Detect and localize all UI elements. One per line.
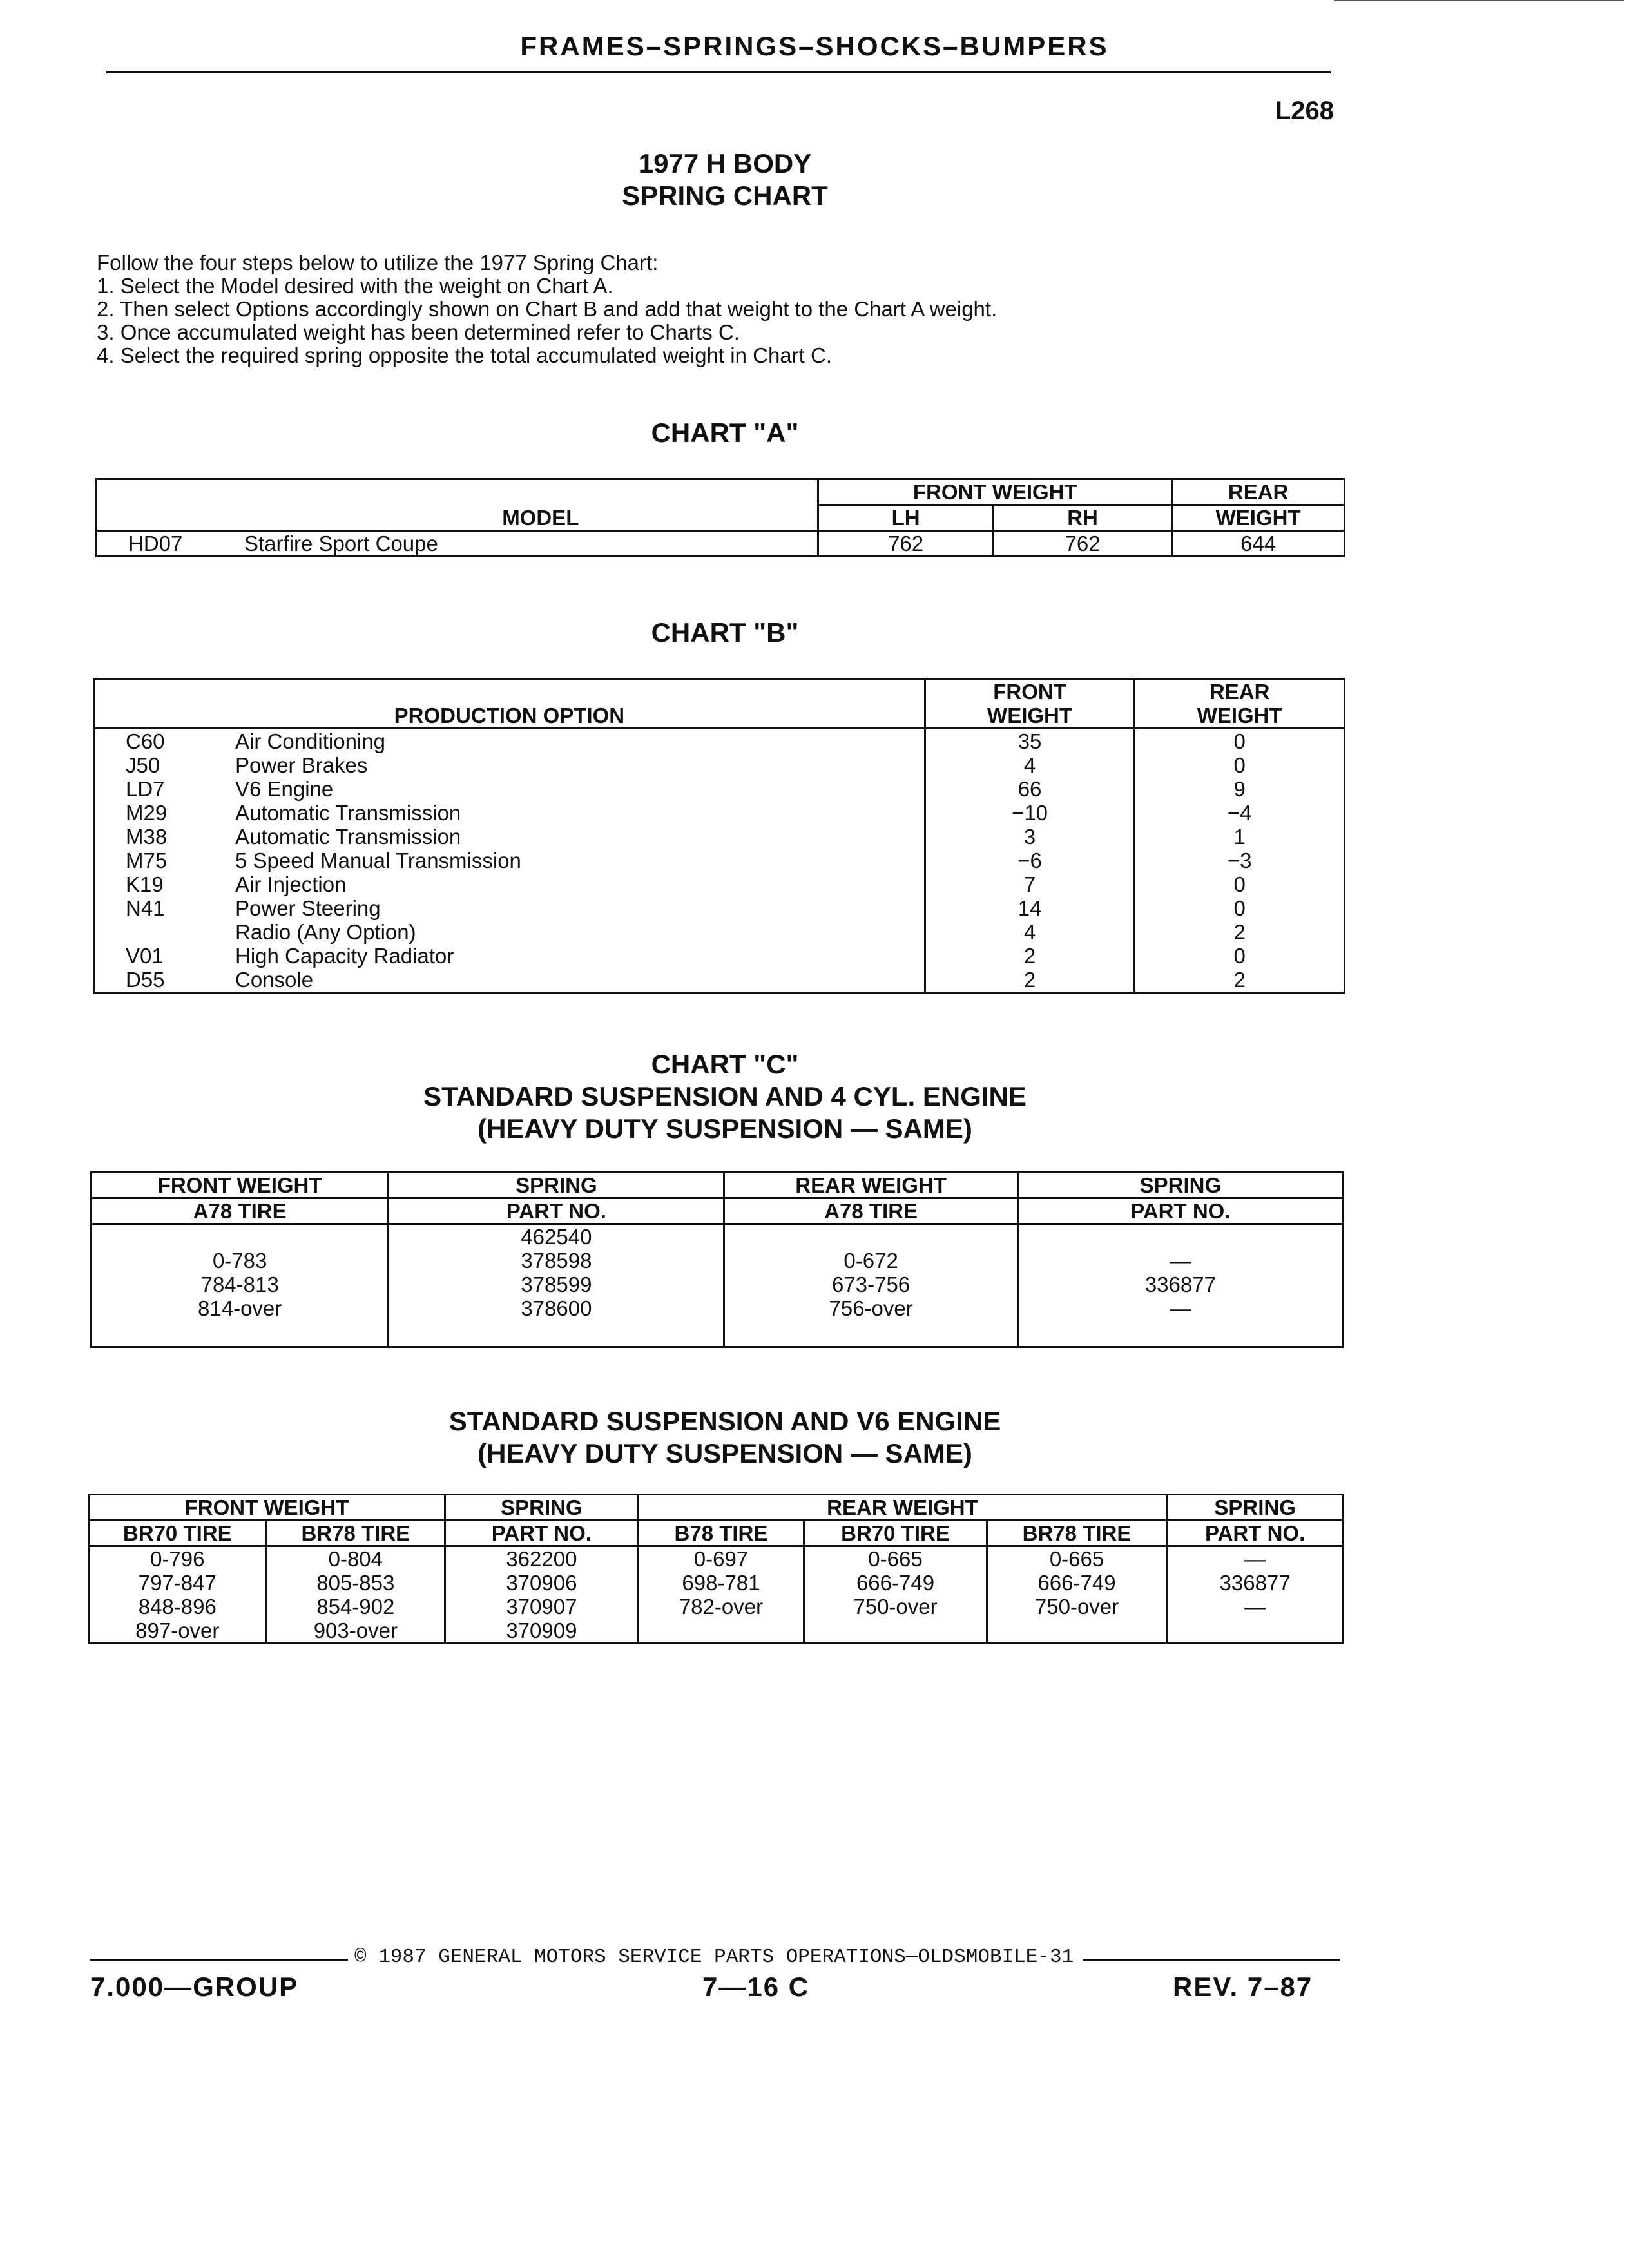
chart-c2-rear-spring-header: SPRING (1167, 1495, 1344, 1521)
chart-c2-spring-header: SPRING (445, 1495, 639, 1521)
chart-b-front-weight-label: WEIGHT (987, 704, 1073, 727)
option-name: High Capacity Radiator (235, 944, 454, 968)
front-weight-cell: 4 (925, 753, 1135, 777)
spring-part-cell: 378598 (389, 1249, 724, 1273)
option-name: Automatic Transmission (235, 825, 461, 849)
table-row (92, 1296, 1344, 1320)
rear-weight-cell: 0-672 (724, 1249, 1017, 1273)
spring-part-cell: 378600 (389, 1296, 724, 1320)
chart-c1-part-no-header: PART NO. (389, 1198, 724, 1224)
rear-weight-cell: 0 (1135, 944, 1345, 968)
option-code: J50 (126, 753, 160, 777)
rear-spring-part-cell: — (1167, 1546, 1344, 1571)
option-cell (94, 872, 925, 896)
chart-c1-body (92, 1224, 1344, 1321)
option-code: D55 (126, 968, 165, 992)
br70-cell: 848-896 (89, 1595, 267, 1619)
rear-weight-cell: 2 (1135, 968, 1345, 993)
chart-b-table (93, 678, 1345, 994)
spring-part-cell: 370909 (445, 1619, 639, 1644)
front-weight-cell: 4 (925, 920, 1135, 944)
br78-cell: 854-902 (266, 1595, 445, 1619)
front-weight-cell: 2 (925, 968, 1135, 993)
spring-part-cell: 370906 (445, 1571, 639, 1595)
chart-c1-a78-header: A78 TIRE (92, 1198, 389, 1224)
chart-a-lh-cell: 762 (818, 531, 993, 557)
rear-weight-cell: −3 (1135, 849, 1345, 872)
br70-cell: 797-847 (89, 1571, 267, 1595)
chart-b-body (94, 729, 1345, 993)
chart-c2-br78-header: BR78 TIRE (266, 1521, 445, 1546)
front-weight-cell: 14 (925, 896, 1135, 920)
rear-weight-cell: −4 (1135, 801, 1345, 825)
footer-rule-left (90, 1959, 348, 1961)
table-row (89, 1595, 1344, 1619)
rear-br78-cell: 0-665 (987, 1546, 1167, 1571)
chart-a-lh-header: LH (818, 505, 993, 531)
rear-br70-cell: 0-665 (804, 1546, 987, 1571)
rear-br78-cell (987, 1619, 1167, 1644)
table-row (94, 753, 1345, 777)
chart-c2-body (89, 1546, 1344, 1644)
b78-cell: 698-781 (638, 1571, 804, 1595)
rear-spring-part-cell: — (1017, 1296, 1343, 1320)
chart-c1-note: (HEAVY DUTY SUSPENSION — SAME) (477, 1113, 972, 1144)
chart-a-front-weight-header: FRONT WEIGHT (818, 479, 1172, 505)
option-name: 5 Speed Manual Transmission (235, 849, 521, 872)
front-weight-cell: 2 (925, 944, 1135, 968)
header-rule (106, 71, 1331, 73)
chart-c2-br70-header: BR70 TIRE (89, 1521, 267, 1546)
front-weight-cell: −10 (925, 801, 1135, 825)
option-code: K19 (126, 872, 164, 896)
rear-br70-cell: 666-749 (804, 1571, 987, 1595)
model-name: Starfire Sport Coupe (244, 532, 438, 555)
option-code: V01 (126, 944, 164, 968)
rear-weight-cell (724, 1224, 1017, 1249)
table-row (94, 968, 1345, 993)
rear-weight-cell: 0 (1135, 753, 1345, 777)
front-weight-cell (92, 1224, 389, 1249)
option-name: Automatic Transmission (235, 801, 461, 825)
table-row (94, 801, 1345, 825)
br70-cell: 897-over (89, 1619, 267, 1644)
table-row (94, 777, 1345, 801)
page-code: L268 (1275, 97, 1334, 125)
option-name: Radio (Any Option) (235, 920, 416, 944)
chart-b-title: CHART "B" (651, 617, 799, 648)
chart-b-rear-header (1135, 679, 1345, 729)
page-title: 1977 H BODY (638, 148, 812, 178)
chart-c1-table (90, 1171, 1344, 1348)
instruction-line: 3. Once accumulated weight has been determined refer to Charts C. (97, 320, 740, 344)
option-cell (94, 801, 925, 825)
chart-c2-rear-part-no-header: PART NO. (1167, 1521, 1344, 1546)
chart-c2-b78-header: B78 TIRE (638, 1521, 804, 1546)
front-weight-cell: −6 (925, 849, 1135, 872)
chart-c1-subtitle: STANDARD SUSPENSION AND 4 CYL. ENGINE (423, 1081, 1027, 1111)
rear-spring-part-cell: — (1017, 1249, 1343, 1273)
option-name: Air Conditioning (235, 729, 385, 753)
chart-a-weight-header: WEIGHT (1172, 505, 1345, 531)
chart-c1-front-weight-header: FRONT WEIGHT (92, 1173, 389, 1198)
option-cell (94, 753, 925, 777)
option-code: M38 (126, 825, 168, 849)
front-weight-cell: 66 (925, 777, 1135, 801)
table-row (89, 1546, 1344, 1571)
rear-spring-part-cell (1017, 1224, 1343, 1249)
b78-cell: 0-697 (638, 1546, 804, 1571)
rear-br70-cell (804, 1619, 987, 1644)
chart-c-title: CHART "C" (651, 1049, 799, 1079)
br78-cell: 805-853 (266, 1571, 445, 1595)
rear-spring-part-cell (1167, 1619, 1344, 1644)
table-row (92, 1224, 1344, 1249)
footer-page: 7—16 C (702, 1972, 810, 2002)
b78-cell: 782-over (638, 1595, 804, 1619)
front-weight-cell: 3 (925, 825, 1135, 849)
chart-a-rear-header: REAR (1172, 479, 1345, 505)
table-row (94, 896, 1345, 920)
instruction-line: 2. Then select Options accordingly shown on Chart B and add that weight to the Chart A weight. (97, 297, 998, 321)
option-cell (94, 777, 925, 801)
table-row (94, 920, 1345, 944)
rear-weight-cell: 0 (1135, 896, 1345, 920)
rear-weight-cell: 0 (1135, 872, 1345, 896)
footer-rule-right (1083, 1959, 1340, 1961)
rear-br78-cell: 666-749 (987, 1571, 1167, 1595)
rear-weight-cell: 0 (1135, 729, 1345, 754)
chart-c2-front-weight-header: FRONT WEIGHT (89, 1495, 445, 1521)
chart-a-model-cell (97, 531, 818, 557)
footer-rev: REV. 7–87 (1173, 1972, 1313, 2002)
spring-part-cell: 362200 (445, 1546, 639, 1571)
copyright: © 1987 GENERAL MOTORS SERVICE PARTS OPERATIONS—OLDSMOBILE-31 (354, 1946, 1074, 1968)
option-code: C60 (126, 729, 165, 753)
chart-b-rear-label: REAR (1209, 680, 1270, 704)
spring-part-cell: 370907 (445, 1595, 639, 1619)
instructions (97, 251, 997, 367)
table-row (94, 729, 1345, 754)
table-row (89, 1619, 1344, 1644)
option-name: Power Steering (235, 896, 381, 920)
option-cell (94, 849, 925, 872)
instruction-line: 4. Select the required spring opposite the total accumulated weight in Chart C. (97, 343, 832, 367)
option-code: N41 (126, 896, 165, 920)
rear-spring-part-cell: 336877 (1167, 1571, 1344, 1595)
front-weight-cell: 35 (925, 729, 1135, 754)
table-row (97, 531, 1345, 557)
chart-c1-rear-part-no-header: PART NO. (1017, 1198, 1343, 1224)
instruction-line: Follow the four steps below to utilize the 1977 Spring Chart: (97, 251, 659, 274)
rear-weight-cell: 2 (1135, 920, 1345, 944)
table-row (92, 1249, 1344, 1273)
chart-c2-part-no-header: PART NO. (445, 1521, 639, 1546)
front-weight-cell: 814-over (92, 1296, 389, 1320)
option-cell (94, 944, 925, 968)
br78-cell: 0-804 (266, 1546, 445, 1571)
option-name: Console (235, 968, 314, 992)
chart-b-front-label: FRONT (993, 680, 1066, 704)
rear-br70-cell: 750-over (804, 1595, 987, 1619)
rear-weight-cell: 9 (1135, 777, 1345, 801)
rear-weight-cell: 1 (1135, 825, 1345, 849)
chart-a-model-header: MODEL (97, 479, 818, 531)
instruction-line: 1. Select the Model desired with the weight on Chart A. (97, 274, 613, 298)
chart-c1-rear-spring-header: SPRING (1017, 1173, 1343, 1198)
rear-weight-cell: 673-756 (724, 1273, 1017, 1296)
option-name: Power Brakes (235, 753, 368, 777)
model-code: HD07 (128, 532, 183, 555)
rear-weight-cell: 756-over (724, 1296, 1017, 1320)
chart-c2-rear-br70-header: BR70 TIRE (804, 1521, 987, 1546)
chart-c1-rear-weight-header: REAR WEIGHT (724, 1173, 1017, 1198)
option-name: V6 Engine (235, 777, 334, 801)
front-weight-cell: 784-813 (92, 1273, 389, 1296)
chart-c1-rear-a78-header: A78 TIRE (724, 1198, 1017, 1224)
chart-c2-rear-br78-header: BR78 TIRE (987, 1521, 1167, 1546)
option-cell (94, 920, 925, 944)
rear-spring-part-cell: — (1167, 1595, 1344, 1619)
spring-part-cell: 462540 (389, 1224, 724, 1249)
table-row (94, 825, 1345, 849)
chart-a-rear-cell: 644 (1172, 531, 1345, 557)
footer-group: 7.000—GROUP (90, 1972, 299, 2002)
page-subtitle: SPRING CHART (622, 180, 828, 211)
chart-c2-rear-weight-header: REAR WEIGHT (638, 1495, 1167, 1521)
chart-c2-title: STANDARD SUSPENSION AND V6 ENGINE (448, 1406, 1001, 1436)
chart-a-rh-header: RH (993, 505, 1171, 531)
b78-cell (638, 1619, 804, 1644)
table-row (89, 1571, 1344, 1595)
table-row (94, 944, 1345, 968)
chart-a-title: CHART "A" (651, 418, 799, 448)
rear-spring-part-cell: 336877 (1017, 1273, 1343, 1296)
option-code: LD7 (126, 777, 165, 801)
front-weight-cell: 7 (925, 872, 1135, 896)
option-cell (94, 729, 925, 754)
table-row (94, 872, 1345, 896)
table-row (94, 849, 1345, 872)
chart-a-rh-cell: 762 (993, 531, 1171, 557)
chart-b-rear-weight-label: WEIGHT (1197, 704, 1282, 727)
section-header: FRAMES–SPRINGS–SHOCKS–BUMPERS (520, 31, 1109, 61)
spring-part-cell: 378599 (389, 1273, 724, 1296)
br70-cell: 0-796 (89, 1546, 267, 1571)
option-code: M29 (126, 801, 168, 825)
chart-a-table (95, 478, 1345, 557)
option-cell (94, 825, 925, 849)
corner-mark (1334, 0, 1624, 1)
option-cell (94, 968, 925, 993)
option-name: Air Injection (235, 872, 347, 896)
chart-c2-table (88, 1494, 1344, 1644)
front-weight-cell: 0-783 (92, 1249, 389, 1273)
chart-c2-note: (HEAVY DUTY SUSPENSION — SAME) (477, 1438, 972, 1468)
br78-cell: 903-over (266, 1619, 445, 1644)
chart-b-option-header: PRODUCTION OPTION (94, 679, 925, 729)
option-code: M75 (126, 849, 168, 872)
option-cell (94, 896, 925, 920)
chart-b-front-header (925, 679, 1135, 729)
table-row (92, 1273, 1344, 1296)
chart-c1-spring-header: SPRING (389, 1173, 724, 1198)
rear-br78-cell: 750-over (987, 1595, 1167, 1619)
